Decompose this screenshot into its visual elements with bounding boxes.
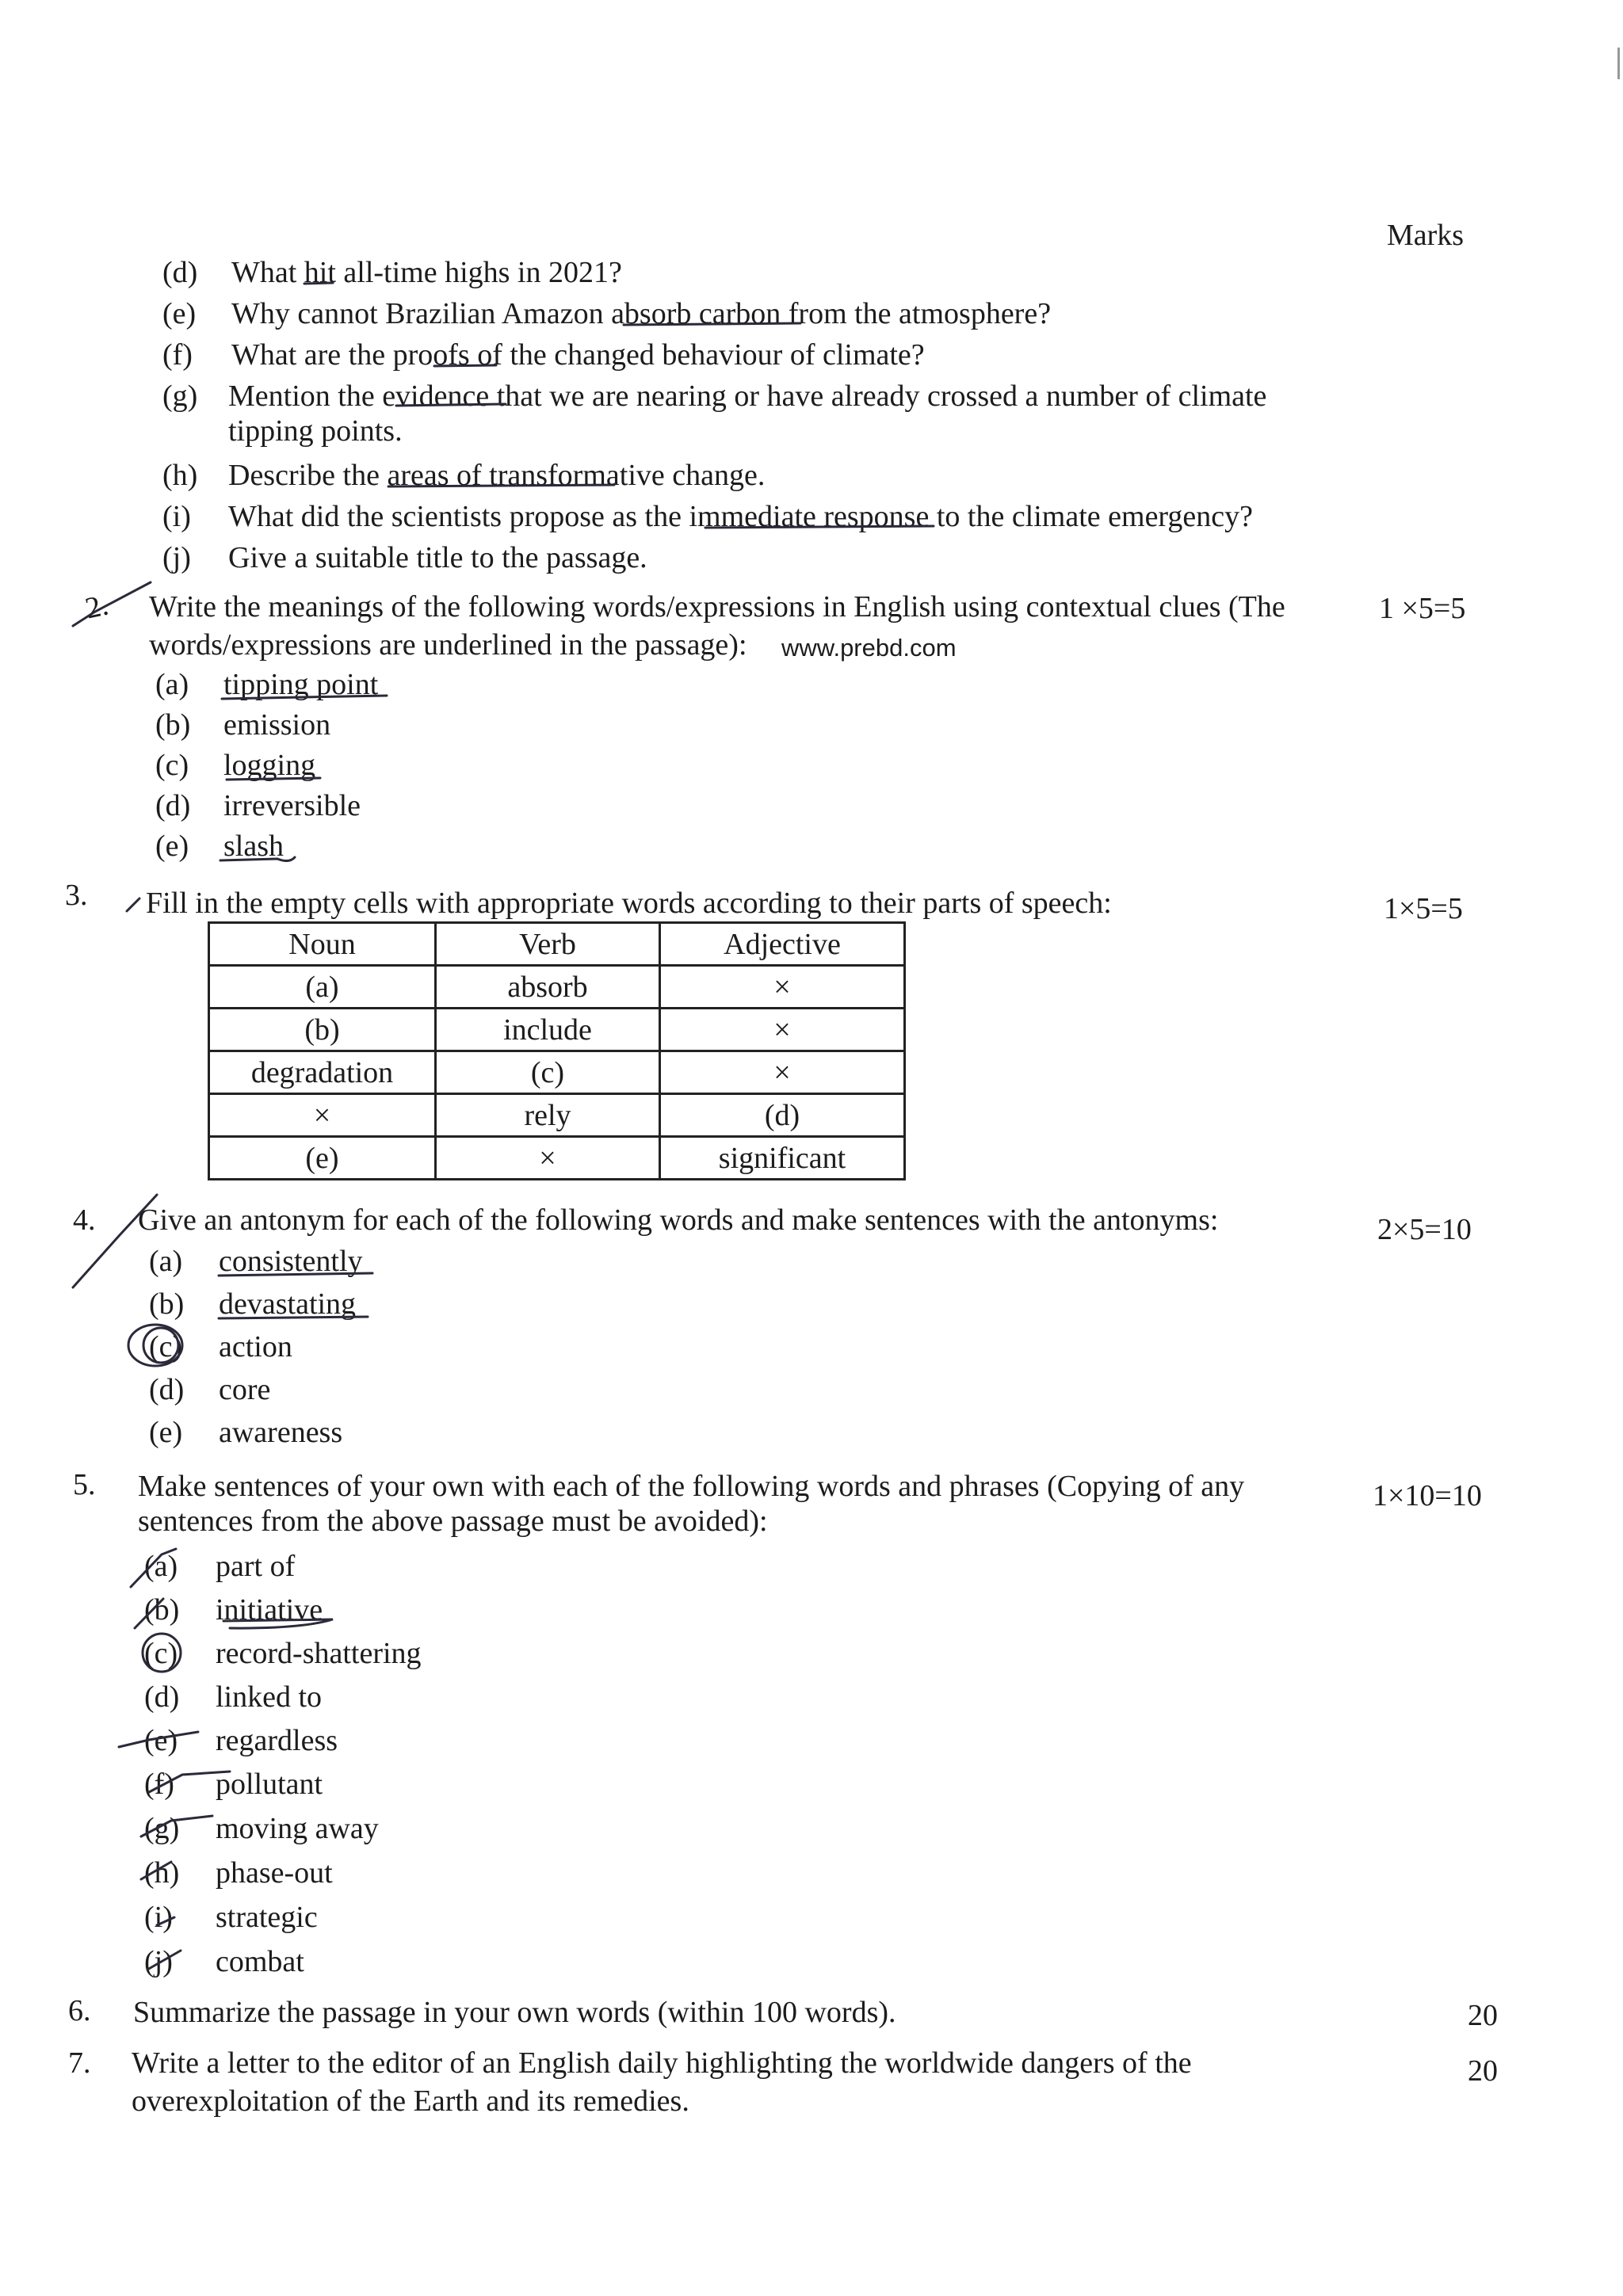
table-cell: × xyxy=(660,966,905,1009)
q5-label-a: (a) xyxy=(144,1550,178,1583)
q2-instruction-line1: Write the meanings of the following words/expressions in English using contextual clues (The xyxy=(149,590,1285,624)
q1-text-d: What hit all-time highs in 2021? xyxy=(231,256,622,289)
q5-label-d: (d) xyxy=(144,1680,180,1714)
q5-label-j: (j) xyxy=(144,1945,173,1978)
q4-item-b: devastating xyxy=(219,1287,357,1321)
q5-marks: 1×10=10 xyxy=(1373,1479,1482,1512)
table-cell: absorb xyxy=(436,966,660,1009)
table-row xyxy=(209,1009,905,1051)
watermark-text: www.prebd.com xyxy=(781,634,957,662)
table-cell: (e) xyxy=(209,1137,436,1180)
q1-text-i: What did the scientists propose as the immediate response to the climate emergency? xyxy=(228,500,1254,533)
q1-text-e: Why cannot Brazilian Amazon absorb carbon from the atmosphere? xyxy=(231,297,1052,330)
q5-label-b: (b) xyxy=(144,1593,180,1627)
table-cell: × xyxy=(660,1051,905,1094)
q4-label-a: (a) xyxy=(149,1245,183,1278)
q2-item-a: tipping point xyxy=(223,668,379,701)
q1-text-j: Give a suitable title to the passage. xyxy=(228,541,647,574)
q4-instruction: Give an antonym for each of the following words and make sentences with the antonyms: xyxy=(138,1203,1219,1237)
q2-marks: 1 ×5=5 xyxy=(1379,592,1466,625)
q4-label-b: (b) xyxy=(149,1287,185,1321)
q1-label-j: (j) xyxy=(162,541,191,574)
q5-item-j: combat xyxy=(216,1945,304,1978)
q4-item-d: core xyxy=(219,1373,271,1406)
table-row xyxy=(209,1137,905,1180)
header-noun: Noun xyxy=(209,923,436,966)
q2-item-c: logging xyxy=(223,749,316,782)
q2-label-e: (e) xyxy=(155,830,189,863)
q3-marks: 1×5=5 xyxy=(1384,892,1463,925)
table-header-row xyxy=(209,923,905,966)
q5-item-e: regardless xyxy=(216,1724,338,1757)
table-row xyxy=(209,1051,905,1094)
q5-label-i: (i) xyxy=(144,1901,173,1934)
table-cell: × xyxy=(209,1094,436,1137)
q5-instruction-line2: sentences from the above passage must be avoided): xyxy=(138,1505,768,1538)
q6-marks: 20 xyxy=(1468,1999,1498,2032)
q5-label-f: (f) xyxy=(144,1768,174,1801)
q5-item-i: strategic xyxy=(216,1901,318,1934)
q7-marks: 20 xyxy=(1468,2054,1498,2088)
q3-instruction: Fill in the empty cells with appropriate words according to their parts of speech: xyxy=(146,887,1112,920)
table-cell: × xyxy=(436,1137,660,1180)
q2-item-e: slash xyxy=(223,830,284,863)
q6-text: Summarize the passage in your own words (within 100 words). xyxy=(133,1996,896,2029)
q5-label-h: (h) xyxy=(144,1856,180,1890)
q5-item-c: record-shattering xyxy=(216,1637,422,1670)
q2-label-a: (a) xyxy=(155,668,189,701)
q4-item-c: action xyxy=(219,1330,292,1363)
table-row xyxy=(209,966,905,1009)
edge-mark xyxy=(1617,48,1620,79)
q1-text-g: Mention the evidence that we are nearing or have already crossed a number of climate xyxy=(228,379,1267,413)
table-cell: (a) xyxy=(209,966,436,1009)
q2-label-d: (d) xyxy=(155,789,191,822)
q4-label-d: (d) xyxy=(149,1373,185,1406)
q5-item-f: pollutant xyxy=(216,1768,323,1801)
q2-label-c: (c) xyxy=(155,749,189,782)
q1-label-f: (f) xyxy=(162,338,193,372)
q5-label-e: (e) xyxy=(144,1724,178,1757)
tick-mark xyxy=(127,898,139,911)
marks-header: Marks xyxy=(1387,219,1465,252)
q5-item-d: linked to xyxy=(216,1680,323,1714)
q4-item-e: awareness xyxy=(219,1416,343,1449)
table-cell: degradation xyxy=(209,1051,436,1094)
q1-label-g: (g) xyxy=(162,379,198,413)
table-cell: (d) xyxy=(660,1094,905,1137)
header-verb: Verb xyxy=(436,923,660,966)
q1-label-e: (e) xyxy=(162,297,197,330)
q2-item-b: emission xyxy=(223,708,331,742)
q3-number: 3. xyxy=(65,879,88,912)
table-cell: (b) xyxy=(209,1009,436,1051)
q4-label-e: (e) xyxy=(149,1416,183,1449)
q1-label-h: (h) xyxy=(162,459,198,492)
q5-item-h: phase-out xyxy=(216,1856,333,1890)
table-cell: (c) xyxy=(436,1051,660,1094)
table-row xyxy=(209,1094,905,1137)
table-cell: include xyxy=(436,1009,660,1051)
q1-text-f: What are the proofs of the changed behaviour of climate? xyxy=(231,338,925,372)
table-cell: rely xyxy=(436,1094,660,1137)
q1-text-g-cont: tipping points. xyxy=(228,414,403,448)
header-adjective: Adjective xyxy=(660,923,905,966)
q5-instruction-line1: Make sentences of your own with each of the following words and phrases (Copying of any xyxy=(138,1470,1245,1503)
q5-label-g: (g) xyxy=(144,1812,180,1845)
q1-label-i: (i) xyxy=(162,500,191,533)
parts-of-speech-table xyxy=(208,921,906,1180)
q4-item-a: consistently xyxy=(219,1245,363,1278)
q2-label-b: (b) xyxy=(155,708,191,742)
q1-text-h: Describe the areas of transformative change. xyxy=(228,459,766,492)
q2-instruction-line2: words/expressions are underlined in the passage): xyxy=(149,628,747,662)
q2-number: 2. xyxy=(82,588,112,626)
q7-text-line2: overexploitation of the Earth and its remedies. xyxy=(132,2084,689,2118)
q4-label-c: (c) xyxy=(149,1330,183,1363)
table-cell: × xyxy=(660,1009,905,1051)
q6-number: 6. xyxy=(68,1994,91,2027)
q5-item-b: initiative xyxy=(216,1593,323,1627)
q7-number: 7. xyxy=(68,2046,91,2080)
q5-item-g: moving away xyxy=(216,1812,379,1845)
q4-marks: 2×5=10 xyxy=(1377,1213,1472,1246)
q2-item-d: irreversible xyxy=(223,789,361,822)
q5-label-c: (c) xyxy=(144,1637,178,1670)
q5-number: 5. xyxy=(73,1468,96,1501)
table-cell: significant xyxy=(660,1137,905,1180)
q1-label-d: (d) xyxy=(162,256,198,289)
q5-item-a: part of xyxy=(216,1550,296,1583)
q7-text-line1: Write a letter to the editor of an English daily highlighting the worldwide dangers of the xyxy=(132,2046,1192,2080)
q4-number: 4. xyxy=(73,1203,96,1237)
